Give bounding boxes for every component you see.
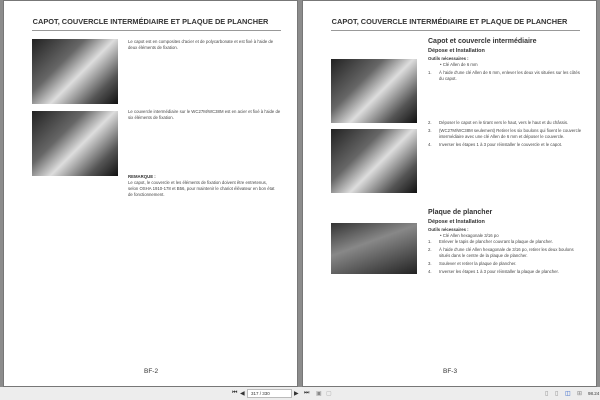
paste-icon[interactable]: ▢ — [326, 391, 332, 397]
title-rule — [32, 30, 281, 31]
copy-icon[interactable]: ▣ — [316, 391, 322, 397]
step: 1. Enlever le tapis de plancher couvrant la plaque de plancher. — [428, 239, 553, 244]
two-page-view-icon[interactable]: ◫ — [565, 391, 571, 397]
cover-photo — [331, 129, 417, 193]
next-page-icon[interactable]: ▶ — [294, 391, 299, 397]
first-page-icon[interactable]: ⏮ — [232, 390, 238, 396]
remark — [128, 173, 278, 198]
continuous-view-icon[interactable]: ▯ — [555, 391, 559, 397]
page-footer: BF-3 — [443, 368, 458, 375]
section-subheading: Dépose et Installation — [428, 219, 485, 225]
section-subheading: Dépose et Installation — [428, 48, 485, 54]
page-title: CAPOT, COUVERCLE INTERMÉDIAIRE ET PLAQUE DE PLANCHER — [32, 17, 269, 26]
last-page-icon[interactable]: ⏭ — [304, 390, 310, 396]
tool-text: Clé Allen hexagonale 3/16 po — [442, 233, 499, 238]
tools-label: Outils nécessaires : — [428, 227, 469, 232]
tool-item: • Clé Allen hexagonale 3/16 po — [440, 233, 499, 238]
page-number-input[interactable]: 317 / 330 — [247, 389, 292, 398]
tool-item: • Clé Allen de 6 mm — [440, 62, 478, 67]
tool-text: Clé Allen de 6 mm — [442, 62, 478, 67]
step: 4. Inverser les étapes 1 à 3 pour réinstaller la plaque de plancher. — [428, 269, 559, 274]
remark-label: REMARQUE : — [128, 174, 156, 179]
single-page-view-icon[interactable]: ▯ — [545, 391, 549, 397]
viewer-toolbar — [0, 387, 600, 400]
right-page — [302, 0, 597, 387]
page-footer: BF-2 — [144, 368, 159, 375]
section-hood — [428, 37, 583, 150]
zoom-level[interactable]: 98.24 — [588, 391, 600, 396]
section-floor-plate — [428, 208, 583, 277]
step: 1. À l'aide d'une clé Allen de 6 mm, enlever les deux vis situées sur les côtés du capot. — [428, 70, 580, 81]
hand-removing-screw-photo — [331, 59, 417, 123]
scroll-view-icon[interactable]: ⊞ — [577, 391, 583, 397]
section-heading: Plaque de plancher — [428, 209, 493, 216]
hood-description: Le capot est en composites d'acier et de polycarbonate et est fixé à l'aide de deux éléments de fixation. — [128, 39, 274, 50]
hood-photo — [32, 39, 118, 104]
cover-photo — [32, 111, 118, 176]
step: 4. Inverser les étapes 1 à 3 pour réinstaller le couvercle et le capot. — [428, 142, 563, 147]
step: 2. Déposer le capot en le tirant vers le haut, vers le haut et du châssis. — [428, 120, 569, 125]
page-title: CAPOT, COUVERCLE INTERMÉDIAIRE ET PLAQUE DE PLANCHER — [331, 17, 568, 26]
cover-description: Le couvercle intermédiaire sur le WC27M/WC38M est en acier et fixé à l'aide de six éléments de fixation. — [128, 109, 281, 120]
section-heading: Capot et couvercle intermédiaire — [428, 38, 537, 45]
prev-page-icon[interactable]: ◀ — [240, 391, 245, 397]
tools-label: Outils nécessaires : — [428, 56, 469, 61]
left-page — [3, 0, 298, 387]
step: 2. À l'aide d'une clé Allen hexagonale de 3/16 po, retirer les deux boulons situés dans le centre de la plaque de plancher. — [428, 247, 574, 258]
step: 3. Soulever et retirer la plaque de plancher. — [428, 261, 517, 266]
remark-text: Le capot, le couvercle et les éléments de fixation doivent être entretenus, selon OSHA 1910-178 et B56, pour maintenir le chariot élévateur en bon état de fonctionnement. — [128, 180, 275, 197]
title-rule — [331, 30, 580, 31]
step: 3. (WC27M/WC38M seulement) Retirer les six boulons qui fixent le couvercle intermédiaire avec une clé Allen de 6 mm et déposer le couvercle. — [428, 128, 582, 139]
floor-plate-photo — [331, 223, 417, 274]
